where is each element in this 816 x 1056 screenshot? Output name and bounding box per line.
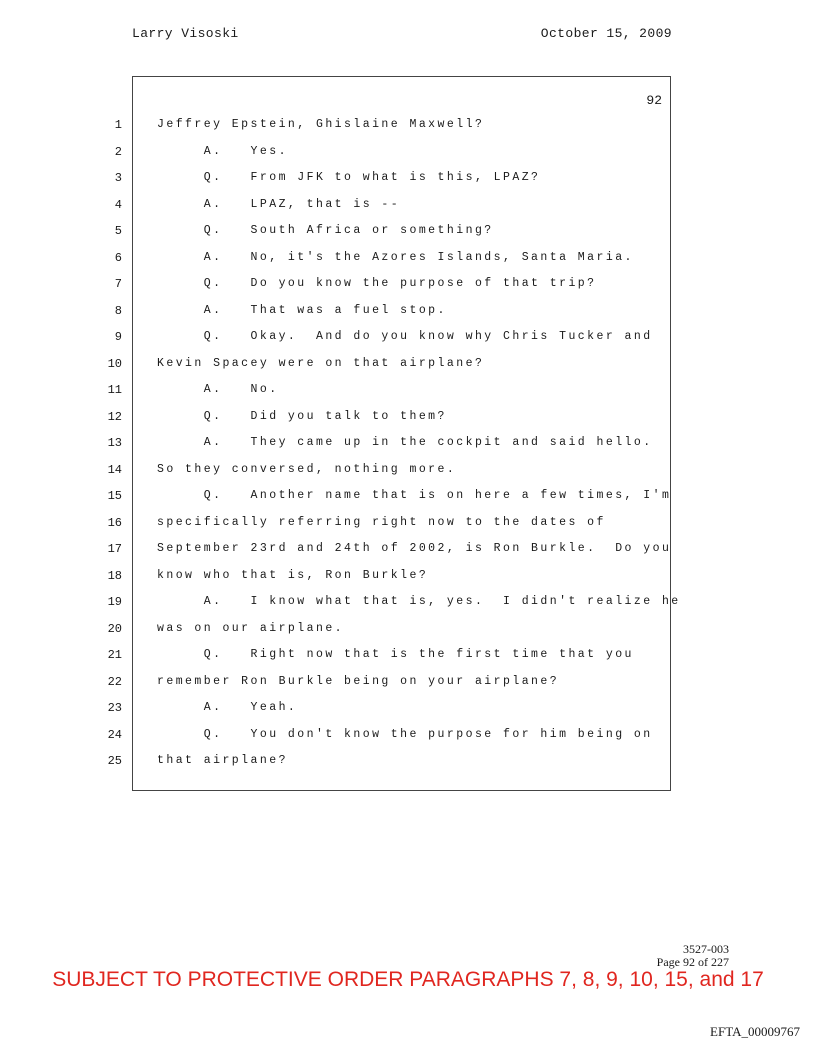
transcript-line: Q. You don't know the purpose for him being on [157,727,653,741]
transcript-line: that airplane? [157,754,288,767]
line-number: 11 [107,383,122,397]
line-number: 14 [107,462,122,477]
line-number: 2 [114,144,122,159]
line-number: 9 [114,330,122,344]
line-number: 23 [107,701,122,715]
transcript-line: Q. From JFK to what is this, LPAZ? [157,171,541,184]
line-number: 7 [114,277,122,291]
transcript-line: Q. Another name that is on here a few times, I'm [157,489,672,502]
transcript-line: know who that is, Ron Burkle? [157,568,429,582]
protective-order-notice: SUBJECT TO PROTECTIVE ORDER PARAGRAPHS 7, 8, 9, 10, 15, and 17 [52,968,764,991]
line-number: 4 [114,197,122,212]
line-number: 6 [114,250,122,265]
line-number: 21 [107,648,122,662]
transcript-line: Q. Did you talk to them? [157,409,447,423]
line-number: 1 [114,118,122,132]
transcript-line: Q. Right now that is the first time that you [157,648,634,661]
line-number: 24 [107,727,122,742]
line-number: 18 [107,568,122,583]
transcript-line: So they conversed, nothing more. [157,462,457,476]
line-number: 13 [107,436,122,450]
transcript-line: specifically referring right now to the dates of [157,515,606,529]
transcript-line: Q. South Africa or something? [157,224,494,237]
bates-number: EFTA_00009767 [710,1024,800,1039]
line-number: 12 [107,409,122,424]
transcript-line: A. Yes. [157,144,288,158]
witness-name: Larry Visoski [132,26,239,41]
transcript-page-number: 92 [646,93,662,108]
line-number: 22 [107,674,122,689]
transcript-line: A. Yeah. [157,701,298,714]
transcript-line: A. That was a fuel stop. [157,303,447,317]
transcript-line: Q. Do you know the purpose of that trip? [157,277,597,290]
case-code: 3527-003 [683,942,729,956]
transcript-line: A. LPAZ, that is -- [157,197,401,211]
deposition-date: October 15, 2009 [540,26,672,41]
transcript-line: remember Ron Burkle being on your airplane? [157,674,560,688]
transcript-line: was on our airplane. [157,621,345,635]
line-number: 8 [114,303,122,318]
page-of-total: Page 92 of 227 [656,955,729,969]
transcript-line: September 23rd and 24th of 2002, is Ron Burkle. Do you [157,542,672,555]
line-number: 5 [114,224,122,238]
line-number: 10 [107,356,122,371]
line-number: 20 [107,621,122,636]
transcript-line: Kevin Spacey were on that airplane? [157,356,485,370]
line-number: 15 [107,489,122,503]
transcript-line: A. I know what that is, yes. I didn't realize he [157,595,681,608]
line-number: 25 [107,754,122,768]
transcript-line: Q. Okay. And do you know why Chris Tucker and [157,330,653,343]
line-number: 3 [114,171,122,185]
transcript-line: A. No, it's the Azores Islands, Santa Maria. [157,250,634,264]
transcript-line: A. No. [157,383,279,396]
transcript-line: Jeffrey Epstein, Ghislaine Maxwell? [157,118,485,131]
transcript-line: A. They came up in the cockpit and said hello. [157,436,653,449]
line-number: 16 [107,515,122,530]
line-number: 19 [107,595,122,609]
line-number: 17 [107,542,122,556]
page-reference [657,943,729,969]
